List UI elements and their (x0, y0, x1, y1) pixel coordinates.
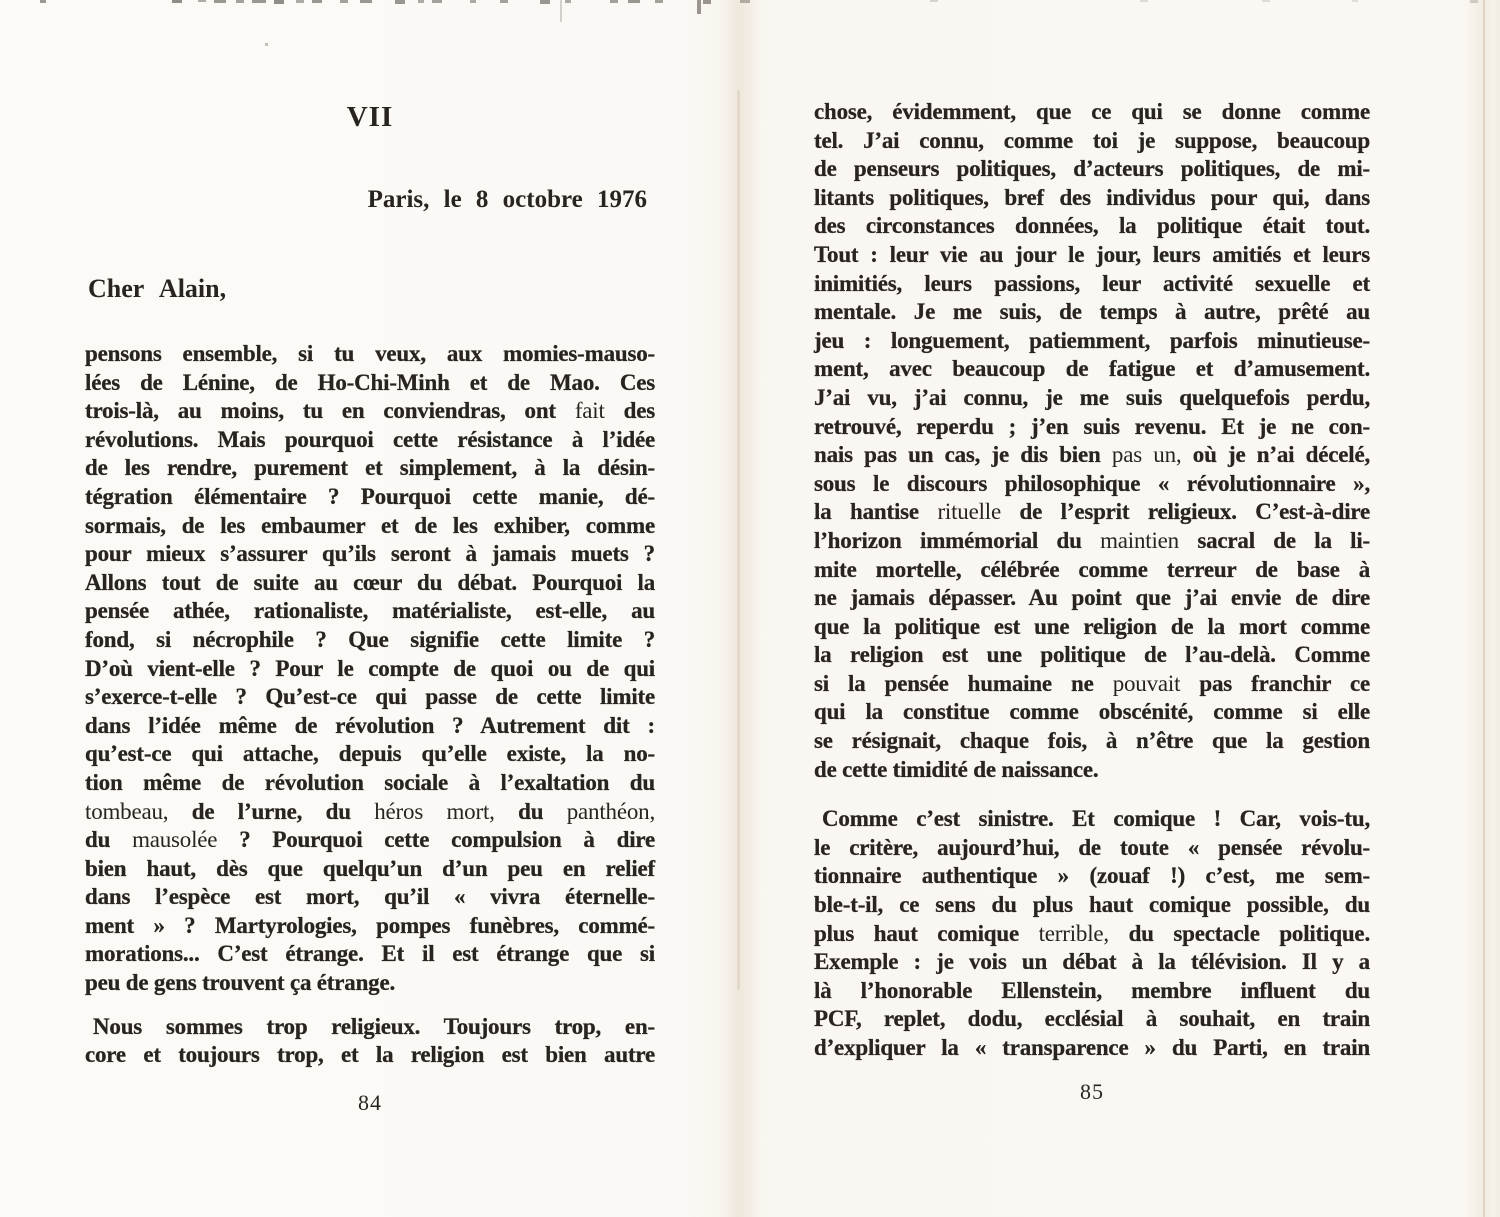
text-line: du mausolée ? Pourquoi cette compulsion à dire (85, 827, 655, 853)
text-line: la hantise rituelle de l’esprit religieux. C’est-à-dire (814, 499, 1370, 525)
text-line: d’expliquer la « transparence » du Parti, en train (814, 1035, 1370, 1060)
text-line: litants politiques, bref des individus pour qui, dans (814, 184, 1370, 210)
text-line: Tout : leur vie au jour le jour, leurs amitiés et leurs (814, 241, 1370, 267)
text-line: nais pas un cas, je dis bien pas un, où je n’ai décelé, (814, 442, 1371, 468)
page-number-left: 84 (358, 1090, 382, 1115)
text-line: retrouvé, reperdu ; j’en suis revenu. Et je ne con- (814, 413, 1370, 439)
text-line: J’ai vu, j’ai connu, je me suis quelquefois perdu, (814, 384, 1370, 410)
text-line: bien haut, dès que quelqu’un d’un peu en relief (85, 855, 655, 881)
text-line: jeu : longuement, patiemment, parfois minutieuse- (814, 327, 1370, 353)
scan-mark (655, 0, 663, 3)
text-line: tionnaire authentique » (zouaf !) c’est, me sem- (814, 863, 1370, 889)
text-line: tombeau, de l’urne, du héros mort, du panthéon, (85, 798, 655, 824)
page-gutter-line (737, 90, 740, 990)
chapter-heading: VII (346, 101, 394, 133)
text-line: de penseurs politiques, d’acteurs politiques, de mi- (814, 156, 1370, 182)
text-line: tel. J’ai connu, comme toi je suppose, beaucoup (814, 127, 1370, 153)
text-line: D’où vient-elle ? Pour le compte de quoi ou de qui (85, 655, 655, 681)
text-line: peu de gens trouvent ça étrange. (85, 970, 396, 996)
text-line: si la pensée humaine ne pouvait pas franchir ce (814, 670, 1370, 696)
text-line: chose, évidemment, que ce qui se donne comme (814, 99, 1370, 124)
scan-mark (40, 0, 46, 3)
text-line: révolutions. Mais pourquoi cette résistance à l’idée (85, 426, 655, 452)
page-number-right: 85 (1080, 1079, 1104, 1104)
text-line: l’horizon immémorial du maintien sacral de la li- (814, 527, 1370, 553)
text-line: core et toujours trop, et la religion est bien autre (85, 1042, 655, 1068)
text-line: pensons ensemble, si tu veux, aux momies-mauso- (85, 341, 655, 366)
page-left-body (85, 340, 655, 1070)
text-line: se résignait, chaque fois, à n’être que la gestion (814, 728, 1370, 754)
page-right-body (814, 98, 1370, 1063)
text-line: pour mieux s’assurer qu’ils seront à jamais muets ? (85, 541, 655, 567)
text-line: inimitiés, leurs passions, leur activité sexuelle et (814, 270, 1370, 296)
text-line: pensée athée, rationaliste, matérialiste, est-elle, au (85, 598, 655, 624)
paragraph (85, 340, 655, 998)
text-line: la religion est une politique de l’au-delà. Comme (814, 642, 1370, 668)
scan-mark (697, 0, 701, 14)
text-line: le critère, aujourd’hui, de toute « pensée révolu- (814, 834, 1370, 860)
text-line: de cette timidité de naissance. (814, 756, 1099, 782)
text-line: ment » ? Martyrologies, pompes funèbres, commé- (85, 912, 655, 938)
text-line: morations... C’est étrange. Et il est étrange que si (85, 941, 655, 967)
paragraph (814, 98, 1370, 784)
page-edge-strip (1495, 0, 1500, 1217)
salutation: Cher Alain, (88, 274, 227, 303)
text-line: mite mortelle, célébrée comme terreur de base à (814, 556, 1370, 582)
text-line: là l’honorable Ellenstein, membre influent du (814, 977, 1370, 1003)
text-line: trois-là, au moins, tu en conviendras, ont fait des (85, 398, 655, 424)
text-line: sous le discours philosophique « révolutionnaire », (814, 470, 1370, 496)
page-right (814, 0, 1370, 1217)
text-line: tion même de révolution sociale à l’exaltation du (85, 769, 655, 795)
text-line: dans l’idée même de révolution ? Autrement dit : (85, 712, 655, 738)
text-line: qui la constitue comme obscénité, comme si elle (814, 699, 1370, 725)
text-line: tégration élémentaire ? Pourquoi cette manie, dé- (85, 483, 655, 509)
text-line: Nous sommes trop religieux. Toujours trop, en- (93, 1013, 655, 1039)
scan-mark (1470, 0, 1478, 3)
text-line: Comme c’est sinistre. Et comique ! Car, vois-tu, (822, 806, 1370, 832)
scan-mark (740, 0, 750, 3)
text-line: PCF, replet, dodu, ecclésial à souhait, en train (814, 1006, 1370, 1032)
scan-mark (703, 0, 711, 4)
page-edge-line (1483, 0, 1485, 1217)
paragraph (85, 1013, 655, 1070)
text-line: qu’est-ce qui attache, depuis qu’elle existe, la no- (85, 741, 655, 767)
text-line: plus haut comique terrible, du spectacle politique. (814, 920, 1370, 946)
text-line: sormais, de les embaumer et de les exhiber, comme (85, 512, 655, 538)
text-line: Exemple : je vois un débat à la télévision. Il y a (814, 949, 1370, 975)
paragraph (814, 805, 1370, 1062)
text-line: fond, si nécrophile ? Que signifie cette limite ? (85, 626, 655, 652)
text-line: lées de Lénine, de Ho-Chi-Minh et de Mao. Ces (85, 369, 655, 395)
text-line: mentale. Je me suis, de temps à autre, prêté au (814, 299, 1370, 325)
text-line: que la politique est une religion de la mort comme (814, 613, 1370, 639)
text-line: Allons tout de suite au cœur du débat. Pourquoi la (85, 569, 655, 595)
text-line: ment, avec beaucoup de fatigue et d’amusement. (814, 356, 1370, 382)
text-line: ne jamais dépasser. Au point que j’ai envie de dire (814, 585, 1370, 611)
text-line: de les rendre, purement et simplement, à la désin- (85, 455, 655, 481)
text-line: des circonstances données, la politique était tout. (814, 213, 1370, 239)
text-line: dans l’espèce est mort, qu’il « vivra éternelle- (85, 884, 655, 910)
dateline: Paris, le 8 octobre 1976 (367, 186, 647, 213)
page-left (85, 0, 655, 1217)
text-line: s’exerce-t-elle ? Qu’est-ce qui passe de cette limite (85, 684, 655, 710)
text-line: ble-t-il, ce sens du plus haut comique possible, du (814, 892, 1370, 918)
page-gutter-shadow (724, 0, 760, 1217)
